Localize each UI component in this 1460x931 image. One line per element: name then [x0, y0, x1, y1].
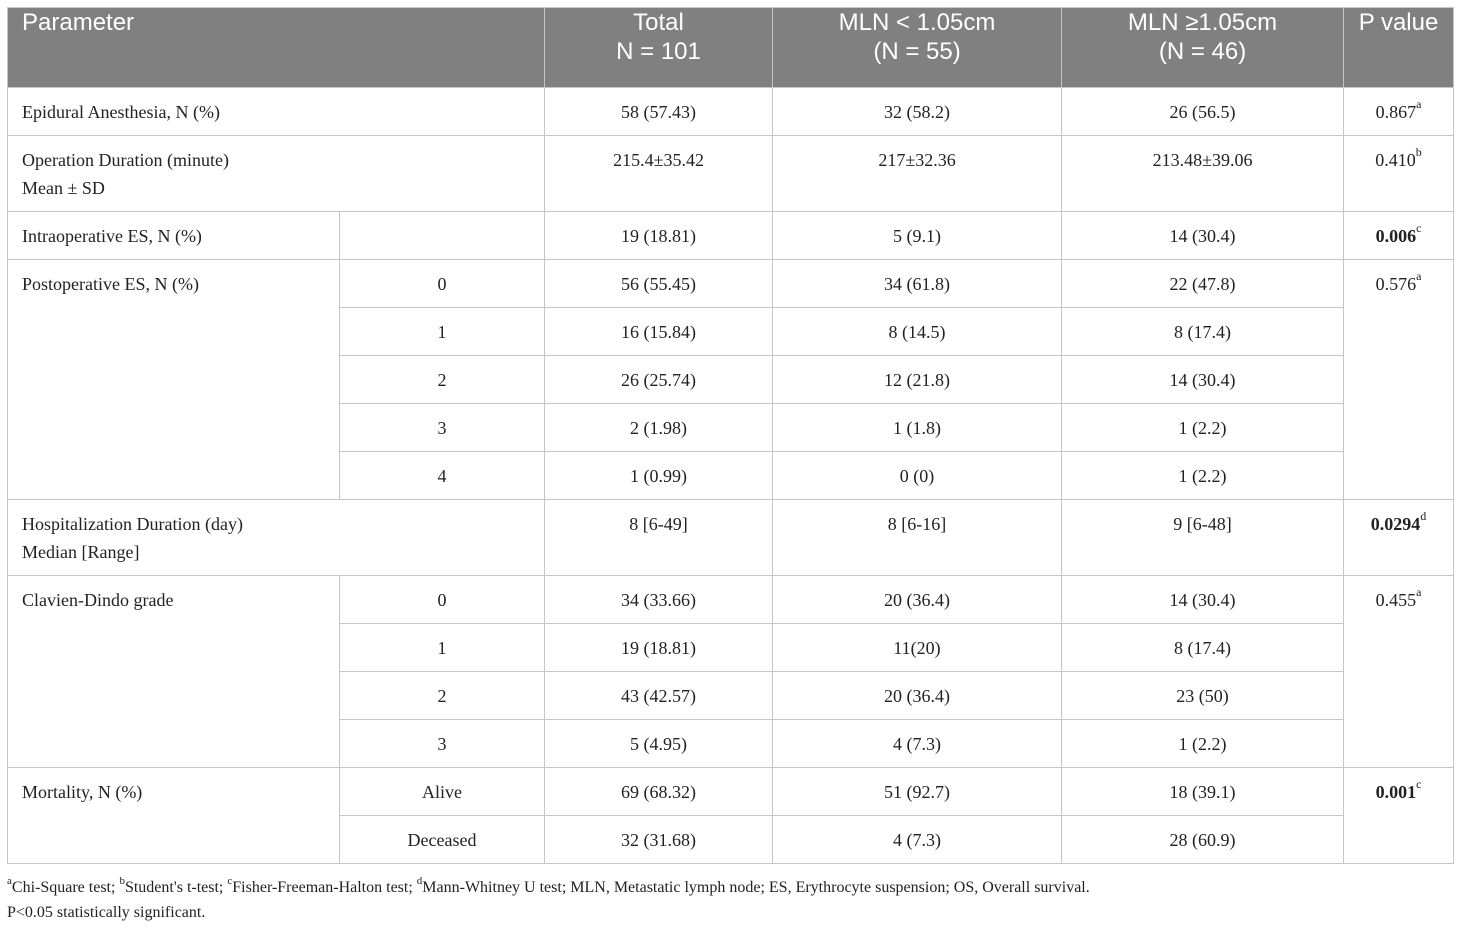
cell-sub: [340, 212, 545, 260]
row-label: Hospitalization Duration (day) Median [Range]: [8, 500, 545, 576]
cell-mln-ge: 14 (30.4): [1062, 576, 1344, 624]
cell-pvalue: 0.576$^a$: [1344, 260, 1454, 500]
cell-mln-ge: 14 (30.4): [1062, 356, 1344, 404]
cell-mln-lt: 32 (58.2): [773, 88, 1062, 136]
cell-mln-ge: 14 (30.4): [1062, 212, 1344, 260]
table-row: [8, 212, 1454, 260]
cell-sub: 1: [340, 308, 545, 356]
row-label: Intraoperative ES, N (%): [8, 212, 340, 260]
cell-sub: 1: [340, 624, 545, 672]
cell-mln-ge: 8 (17.4): [1062, 624, 1344, 672]
cell-mln-ge: 23 (50): [1062, 672, 1344, 720]
cell-mln-lt: 1 (1.8): [773, 404, 1062, 452]
table-row: [8, 576, 1454, 624]
cell-total: 58 (57.43): [545, 88, 773, 136]
cell-mln-ge: 9 [6-48]: [1062, 500, 1344, 576]
cell-total: 56 (55.45): [545, 260, 773, 308]
cell-mln-lt: 12 (21.8): [773, 356, 1062, 404]
row-label: Epidural Anesthesia, N (%): [8, 88, 545, 136]
cell-pvalue: 0.0294$^d$: [1344, 500, 1454, 576]
cell-sub: 0: [340, 260, 545, 308]
cell-mln-ge: 1 (2.2): [1062, 452, 1344, 500]
cell-pvalue: 0.006$^c$: [1344, 212, 1454, 260]
row-label: Operation Duration (minute) Mean ± SD: [8, 136, 545, 212]
table-row: [8, 768, 1454, 816]
header-parameter: Parameter: [8, 8, 545, 88]
cell-total: 32 (31.68): [545, 816, 773, 864]
cell-mln-lt: 5 (9.1): [773, 212, 1062, 260]
cell-mln-lt: 0 (0): [773, 452, 1062, 500]
row-label: Mortality, N (%): [8, 768, 340, 864]
table-row: [8, 136, 1454, 212]
cell-total: 1 (0.99): [545, 452, 773, 500]
cell-mln-lt: 34 (61.8): [773, 260, 1062, 308]
cell-sub: 3: [340, 404, 545, 452]
cell-mln-lt: 217±32.36: [773, 136, 1062, 212]
footnote-line-2: P<0.05 statistically significant.: [7, 904, 206, 921]
cell-pvalue: 0.410$^b$: [1344, 136, 1454, 212]
cell-sub: Alive: [340, 768, 545, 816]
table-row: [8, 500, 1454, 576]
cell-total: 43 (42.57): [545, 672, 773, 720]
cell-mln-lt: 4 (7.3): [773, 720, 1062, 768]
cell-pvalue: 0.867$^a$: [1344, 88, 1454, 136]
cell-sub: Deceased: [340, 816, 545, 864]
cell-mln-ge: 1 (2.2): [1062, 404, 1344, 452]
cell-total: 69 (68.32): [545, 768, 773, 816]
cell-mln-ge: 28 (60.9): [1062, 816, 1344, 864]
cell-total: 16 (15.84): [545, 308, 773, 356]
cell-sub: 3: [340, 720, 545, 768]
cell-mln-lt: 8 (14.5): [773, 308, 1062, 356]
cell-mln-ge: 1 (2.2): [1062, 720, 1344, 768]
header-row: [8, 8, 1454, 88]
row-label: Clavien-Dindo grade: [8, 576, 340, 768]
cell-sub: 4: [340, 452, 545, 500]
table-row: [8, 260, 1454, 308]
row-label: Postoperative ES, N (%): [8, 260, 340, 500]
cell-mln-lt: 11(20): [773, 624, 1062, 672]
cell-pvalue: 0.455$^a$: [1344, 576, 1454, 768]
table-row: [8, 88, 1454, 136]
header-total: Total N = 101: [545, 8, 773, 88]
cell-total: 8 [6-49]: [545, 500, 773, 576]
table-footnote: [7, 875, 1090, 925]
cell-sub: 2: [340, 356, 545, 404]
cell-total: 5 (4.95): [545, 720, 773, 768]
cell-sub: 0: [340, 576, 545, 624]
cell-total: 26 (25.74): [545, 356, 773, 404]
cell-total: 34 (33.66): [545, 576, 773, 624]
cell-mln-lt: 20 (36.4): [773, 672, 1062, 720]
cell-mln-ge: 26 (56.5): [1062, 88, 1344, 136]
header-mln-ge: MLN ≥1.05cm (N = 46): [1062, 8, 1344, 88]
cell-mln-ge: 18 (39.1): [1062, 768, 1344, 816]
cell-mln-lt: 20 (36.4): [773, 576, 1062, 624]
cell-total: 2 (1.98): [545, 404, 773, 452]
results-table: [7, 7, 1454, 864]
cell-total: 215.4±35.42: [545, 136, 773, 212]
footnote-line-1: $^a$Chi-Square test; $^b$Student's t-test; $^c$Fisher-Freeman-Halton test; $^d$Mann-Whitney U test; MLN, Metastatic lymph node; ES, Erythrocyte suspension; OS, Overall survival.: [7, 874, 1090, 896]
header-pvalue: P value: [1344, 8, 1454, 88]
cell-total: 19 (18.81): [545, 624, 773, 672]
cell-mln-lt: 51 (92.7): [773, 768, 1062, 816]
cell-total: 19 (18.81): [545, 212, 773, 260]
cell-mln-lt: 8 [6-16]: [773, 500, 1062, 576]
cell-mln-ge: 213.48±39.06: [1062, 136, 1344, 212]
cell-mln-lt: 4 (7.3): [773, 816, 1062, 864]
header-mln-lt: MLN < 1.05cm (N = 55): [773, 8, 1062, 88]
cell-pvalue: 0.001$^c$: [1344, 768, 1454, 864]
cell-mln-ge: 8 (17.4): [1062, 308, 1344, 356]
cell-sub: 2: [340, 672, 545, 720]
cell-mln-ge: 22 (47.8): [1062, 260, 1344, 308]
